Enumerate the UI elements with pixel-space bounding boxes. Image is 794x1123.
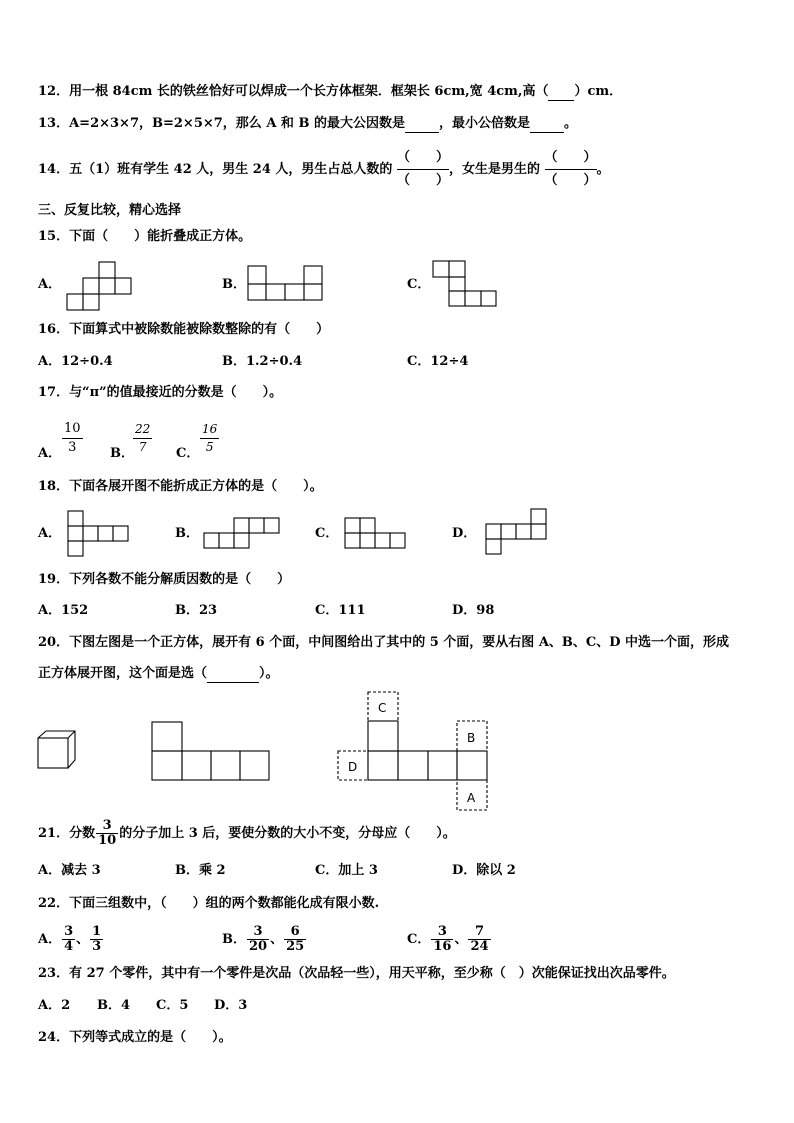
fraction-blank-2[interactable]: （ ） （ ） (544, 150, 597, 188)
option-c[interactable]: C．加上 3 (315, 863, 378, 878)
question-24 (38, 1030, 232, 1046)
label-d[interactable]: D (348, 760, 358, 774)
fraction-1-3: $\frac{1}{3}$ (92, 924, 102, 954)
net-diagram-b (202, 517, 284, 551)
answer-blank[interactable] (548, 84, 574, 101)
option-a[interactable]: A． (38, 526, 62, 541)
option-b[interactable]: B．4 (97, 998, 131, 1013)
answer-blank-gcd[interactable] (405, 116, 439, 133)
question-number: 20． (38, 635, 70, 650)
question-number: 19． (38, 572, 70, 587)
option-d[interactable]: D．除以 2 (452, 863, 516, 878)
option-a[interactable]: A．减去 3 (38, 863, 101, 878)
question-19 (38, 572, 290, 588)
fraction-6-25: $\frac{6}{25}$ (286, 924, 305, 954)
choice-net-diagram (336, 690, 492, 814)
question-number: 15． (38, 229, 70, 244)
question-text-tail: ）。 (259, 666, 279, 681)
question-text: 用一根 84cm 长的铁丝恰好可以焊成一个长方体框架．框架长 6cm,宽 4cm,高（ (69, 84, 549, 99)
net-diagram-c (343, 517, 409, 551)
option-a[interactable]: A． (38, 277, 62, 292)
option-c[interactable]: C． (176, 446, 200, 461)
net-diagram-a (67, 510, 133, 558)
option-a[interactable]: A．12÷0.4 (38, 354, 113, 369)
question-text: 下列各数不能分解质因数的是（ ） (69, 572, 291, 587)
option-c[interactable]: C．12÷4 (407, 354, 469, 369)
question-13 (38, 116, 577, 133)
option-c[interactable]: C．5 (156, 998, 189, 1013)
fraction-3-20: $\frac{3}{20}$ (249, 924, 268, 954)
answer-blank[interactable] (207, 666, 259, 683)
question-number: 24． (38, 1030, 70, 1045)
question-text: 下面算式中被除数能被除数整除的有（ ） (69, 322, 330, 337)
question-number: 13． (38, 116, 70, 131)
option-c[interactable]: C．111 (315, 603, 366, 618)
label-b[interactable]: B (467, 731, 476, 745)
question-number: 18． (38, 479, 70, 494)
question-12 (38, 84, 622, 101)
question-text-tail: ）cm． (574, 84, 623, 99)
option-d[interactable]: D．98 (452, 603, 495, 618)
option-d[interactable]: D． (452, 526, 477, 541)
question-number: 14． (38, 162, 70, 177)
option-b[interactable]: B．乘 2 (175, 863, 226, 878)
question-text: 有 27 个零件，其中有一个零件是次品（次品轻一些），用天平称，至少称（ ）次能保证找出次品零件。 (69, 966, 675, 981)
label-a[interactable]: A (467, 791, 476, 805)
question-number: 22． (38, 896, 70, 911)
option-b[interactable]: B．23 (175, 603, 218, 618)
option-d[interactable]: D．3 (214, 998, 248, 1013)
question-15 (38, 229, 251, 245)
option-a[interactable]: A．2 (38, 998, 71, 1013)
net-diagram-a (63, 261, 135, 311)
question-number: 23． (38, 966, 70, 981)
fraction-3-4: $\frac{3}{4}$ (64, 924, 74, 954)
question-text-mid: ，女生是男生的 (448, 162, 540, 177)
question-number: 21． (38, 826, 70, 841)
question-14 (38, 148, 610, 190)
question-text: 下面各展开图不能折成正方体的是（ ）。 (69, 479, 323, 494)
question-text: 下面（ ）能折叠成正方体。 (69, 229, 252, 244)
section-heading: 三、反复比较，精心选择 (38, 203, 182, 218)
question-20-line2 (38, 666, 279, 683)
fraction-22-7: 22 7 (135, 422, 151, 454)
label-c[interactable]: C (378, 701, 387, 715)
option-b[interactable]: B． (222, 277, 246, 292)
fraction-3-10: $\frac{3}{10}$ (98, 818, 117, 848)
option-b[interactable]: B．1.2÷0.4 (222, 354, 303, 369)
question-number: 16． (38, 322, 70, 337)
question-text-mid: ，最小公倍数是 (438, 116, 530, 131)
option-c[interactable]: C． (407, 277, 431, 292)
question-23 (38, 966, 675, 982)
fraction-16-5: 16 5 (202, 422, 218, 454)
question-22 (38, 896, 379, 912)
question-text: A=2×3×7，B=2×5×7，那么 A 和 B 的最大公因数是 (69, 116, 405, 131)
question-text: 与“π”的值最接近的分数是（ ）。 (69, 385, 283, 400)
question-text: 五（1）班有学生 42 人，男生 24 人，男生占总人数的 (69, 162, 393, 177)
fraction-7-24: $\frac{7}{24}$ (470, 924, 489, 954)
option-a[interactable]: A．152 (38, 603, 89, 618)
question-text: 正方体展开图，这个面是选（ (38, 666, 208, 681)
option-b[interactable]: B． (110, 446, 134, 461)
question-18 (38, 479, 323, 495)
question-text-tail: 。 (564, 116, 578, 131)
option-a[interactable]: A． (38, 446, 62, 461)
option-b[interactable]: B． (175, 526, 199, 541)
question-text: 的分子加上 3 后，要使分数的大小不变，分母应（ ）。 (119, 826, 456, 841)
option-a[interactable]: A． $\frac{3}{4}$ 、 $\frac{1}{3}$ (38, 924, 102, 954)
question-21 (38, 816, 456, 852)
question-text: 下面三组数中，（ ）组的两个数都能化成有限小数. (69, 896, 380, 911)
net-diagram-c (432, 260, 498, 310)
fraction-3-16: $\frac{3}{16}$ (433, 924, 452, 954)
answer-blank-lcm[interactable] (530, 116, 564, 133)
question-text: 下图左图是一个正方体，展开有 6 个面，中间图给出了其中的 5 个面，要从右图 A、B、C、D 中选一个面，形成 (69, 635, 730, 650)
question-17 (38, 385, 282, 401)
question-text: 下列等式成立的是（ ）。 (69, 1030, 232, 1045)
question-20-line1 (38, 635, 729, 651)
five-face-net (150, 720, 274, 784)
question-number: 17． (38, 385, 70, 400)
option-c[interactable]: C． (315, 526, 339, 541)
net-diagram-b (246, 265, 326, 305)
fraction-10-3: 10 3 (64, 421, 81, 455)
fraction-blank-1[interactable]: （ ） （ ） (396, 150, 449, 188)
net-diagram-d (484, 507, 554, 557)
cube-figure (36, 730, 78, 772)
question-number: 12． (38, 84, 70, 99)
question-text-pre: 分数 (69, 826, 96, 841)
question-16 (38, 322, 329, 338)
option-c[interactable]: C． $\frac{3}{16}$ 、 $\frac{7}{24}$ (407, 924, 489, 954)
question-text-tail: 。 (596, 162, 610, 177)
option-b[interactable]: B． $\frac{3}{20}$ 、 $\frac{6}{25}$ (222, 924, 305, 954)
